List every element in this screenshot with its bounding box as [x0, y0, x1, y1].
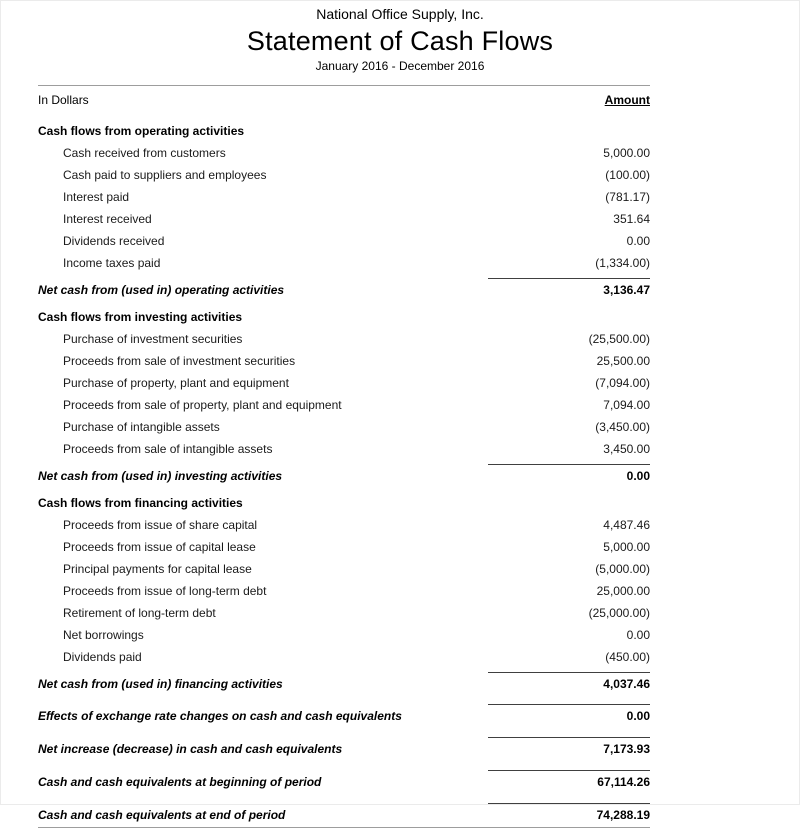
summary-row	[38, 765, 650, 794]
line-item-row	[38, 208, 650, 230]
line-item-row	[38, 558, 650, 580]
section-total-amount: 3,136.47	[488, 278, 650, 297]
line-item-label: Proceeds from sale of intangible assets	[63, 442, 273, 456]
section-heading-row	[38, 492, 650, 514]
summary-row-label: Cash and cash equivalents at end of period	[38, 808, 286, 822]
line-item-row	[38, 230, 650, 252]
cashflow-table	[38, 85, 650, 828]
line-item-amount: (781.17)	[605, 190, 650, 204]
line-item-amount: (3,450.00)	[595, 420, 650, 434]
line-item-amount: (25,000.00)	[588, 606, 650, 620]
line-item-row	[38, 372, 650, 394]
section-total-label: Net cash from (used in) investing activities	[38, 469, 283, 483]
report-header	[0, 0, 800, 73]
line-item-amount: (450.00)	[605, 650, 650, 664]
company-name: National Office Supply, Inc.	[316, 6, 484, 22]
section-heading-row	[38, 306, 650, 328]
line-item-amount: 3,450.00	[603, 442, 650, 456]
section-heading: Cash flows from investing activities	[38, 310, 243, 324]
section-total-amount: 4,037.46	[488, 672, 650, 691]
line-item-amount: 0.00	[626, 234, 650, 248]
line-item-label: Purchase of intangible assets	[63, 420, 220, 434]
summary-row-amount: 67,114.26	[488, 770, 650, 789]
line-item-row	[38, 536, 650, 558]
summary-row-label: Effects of exchange rate changes on cash and cash equivalents	[38, 709, 402, 723]
section-total-label: Net cash from (used in) operating activities	[38, 283, 285, 297]
line-item-label: Proceeds from sale of investment securities	[63, 354, 296, 368]
line-item-amount: (7,094.00)	[595, 376, 650, 390]
line-item-row	[38, 514, 650, 536]
section-total-row	[38, 668, 650, 695]
line-item-row	[38, 394, 650, 416]
summary-row-label: Cash and cash equivalents at beginning of period	[38, 775, 322, 789]
line-item-label: Purchase of property, plant and equipment	[63, 376, 289, 390]
table-body	[38, 120, 650, 827]
line-item-amount: 25,500.00	[596, 354, 650, 368]
section-heading: Cash flows from operating activities	[38, 124, 245, 138]
line-item-label: Proceeds from sale of property, plant and equipment	[63, 398, 342, 412]
section-heading-row	[38, 120, 650, 142]
summary-row-amount: 74,288.19	[488, 803, 650, 822]
line-item-label: Net borrowings	[63, 628, 144, 642]
line-item-row	[38, 350, 650, 372]
summary-row	[38, 798, 650, 827]
line-item-amount: (100.00)	[605, 168, 650, 182]
column-header-amount: Amount	[604, 93, 650, 107]
line-item-amount: 5,000.00	[603, 540, 650, 554]
line-item-label: Proceeds from issue of long-term debt	[63, 584, 267, 598]
line-item-amount: 5,000.00	[603, 146, 650, 160]
line-item-row	[38, 646, 650, 668]
summary-row	[38, 732, 650, 761]
section-heading: Cash flows from financing activities	[38, 496, 243, 510]
line-item-label: Proceeds from issue of share capital	[63, 518, 258, 532]
line-item-label: Dividends received	[63, 234, 165, 248]
line-item-label: Dividends paid	[63, 650, 142, 664]
line-item-amount: (1,334.00)	[595, 256, 650, 270]
line-item-label: Interest paid	[63, 190, 130, 204]
line-item-amount: 4,487.46	[603, 518, 650, 532]
line-item-row	[38, 142, 650, 164]
section-total-amount: 0.00	[488, 464, 650, 483]
line-item-label: Purchase of investment securities	[63, 332, 243, 346]
line-item-amount: (5,000.00)	[595, 562, 650, 576]
line-item-label: Principal payments for capital lease	[63, 562, 252, 576]
line-item-row	[38, 438, 650, 460]
line-item-row	[38, 252, 650, 274]
line-item-row	[38, 624, 650, 646]
line-item-label: Interest received	[63, 212, 152, 226]
line-item-amount: (25,500.00)	[588, 332, 650, 346]
report-title: Statement of Cash Flows	[246, 26, 554, 56]
line-item-label: Proceeds from issue of capital lease	[63, 540, 256, 554]
line-item-row	[38, 602, 650, 624]
section-total-label: Net cash from (used in) financing activities	[38, 677, 283, 691]
column-header-in-dollars: In Dollars	[38, 93, 89, 107]
line-item-amount: 351.64	[613, 212, 650, 226]
line-item-label: Retirement of long-term debt	[63, 606, 216, 620]
section-total-row	[38, 274, 650, 301]
section-total-row	[38, 460, 650, 487]
line-item-row	[38, 328, 650, 350]
line-item-amount: 7,094.00	[603, 398, 650, 412]
line-item-row	[38, 416, 650, 438]
line-item-row	[38, 186, 650, 208]
line-item-row	[38, 164, 650, 186]
summary-row-amount: 0.00	[488, 704, 650, 723]
summary-row-amount: 7,173.93	[488, 737, 650, 756]
line-item-row	[38, 580, 650, 602]
line-item-label: Income taxes paid	[63, 256, 161, 270]
line-item-amount: 0.00	[626, 628, 650, 642]
summary-row	[38, 699, 650, 728]
table-header-row	[38, 86, 650, 115]
line-item-amount: 25,000.00	[596, 584, 650, 598]
summary-row-label: Net increase (decrease) in cash and cash equivalents	[38, 742, 343, 756]
report-period: January 2016 - December 2016	[315, 59, 485, 73]
line-item-label: Cash paid to suppliers and employees	[63, 168, 267, 182]
line-item-label: Cash received from customers	[63, 146, 226, 160]
